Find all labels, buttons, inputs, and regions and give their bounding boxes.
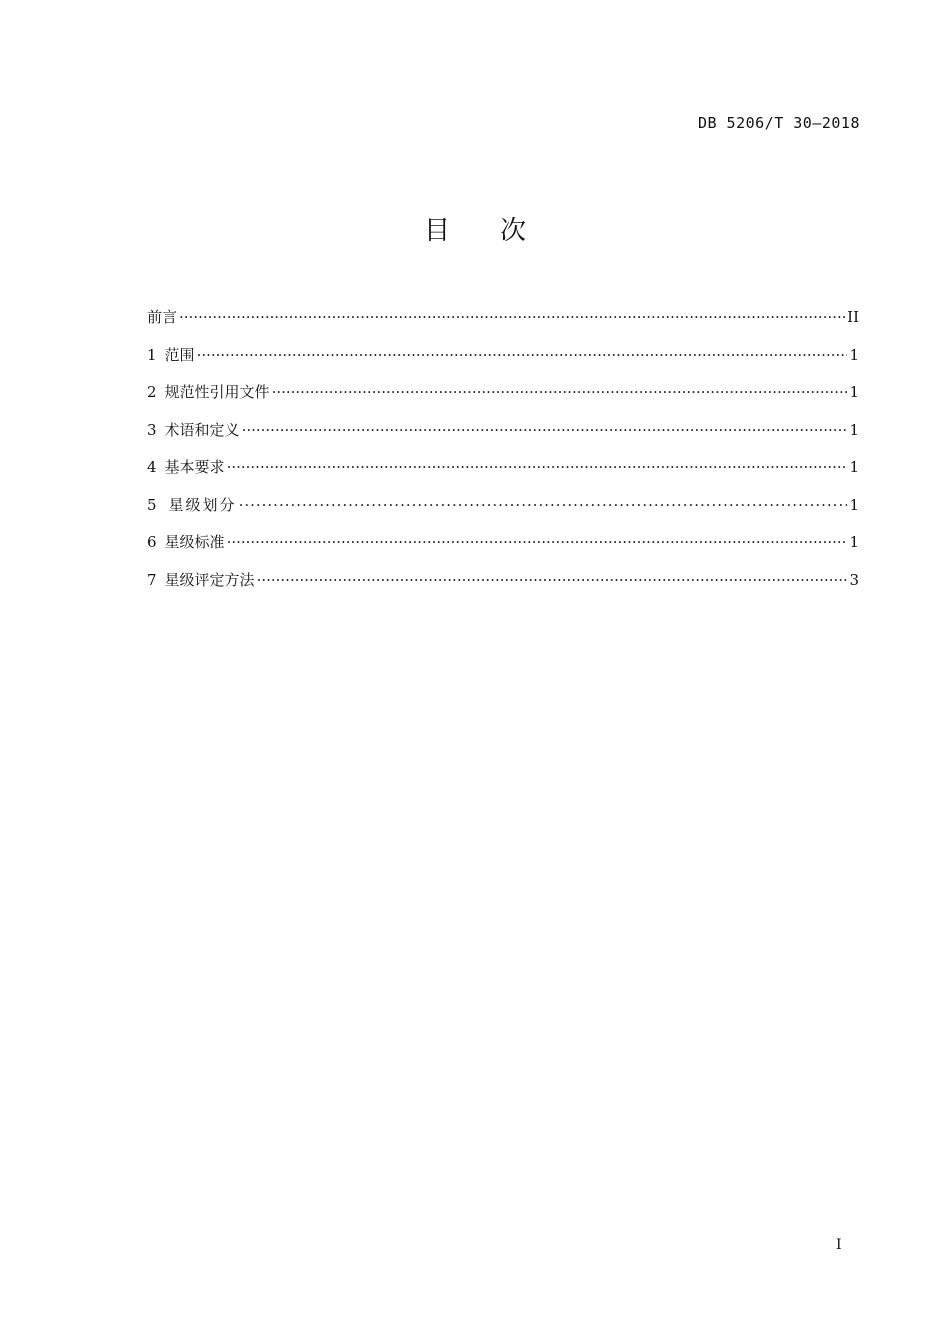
- toc-entry-3[interactable]: [147, 419, 859, 457]
- toc-entry-label: 规范性引用文件: [164, 383, 270, 401]
- toc-leader-dots: [197, 344, 848, 366]
- toc-entry-page: 1: [849, 420, 859, 439]
- table-of-contents: [147, 306, 859, 606]
- toc-entry-page: 1: [849, 495, 859, 514]
- toc-entry-number: 6: [147, 533, 157, 551]
- toc-entry-2[interactable]: [147, 381, 859, 419]
- toc-entry-page: 3: [849, 570, 859, 589]
- toc-entry-page: II: [847, 308, 859, 326]
- toc-entry-label: 前言: [147, 308, 178, 326]
- toc-entry-page: 1: [849, 345, 859, 364]
- toc-entry-number: 2: [147, 383, 157, 401]
- toc-entry-number: 5: [147, 495, 157, 514]
- toc-entry-number: 7: [147, 570, 157, 589]
- title-char-2: 次: [500, 216, 527, 246]
- toc-entry-page: 1: [849, 458, 859, 476]
- toc-entry-7[interactable]: [147, 569, 859, 607]
- toc-leader-dots: [272, 381, 848, 403]
- toc-entry-number: 3: [147, 420, 157, 439]
- page-title: [0, 210, 950, 247]
- toc-leader-dots: [179, 306, 845, 328]
- document-code: DB 5206/T 30—2018: [697, 114, 860, 132]
- toc-entry-page: 1: [849, 533, 859, 551]
- toc-entry-1[interactable]: [147, 344, 859, 382]
- toc-entry-6[interactable]: [147, 531, 859, 569]
- toc-entry-label: 星级评定方法: [164, 570, 255, 589]
- toc-leader-dots: [242, 419, 848, 441]
- toc-entry-label: 星级划分: [168, 495, 237, 514]
- toc-entry-label: 基本要求: [164, 458, 225, 476]
- toc-entry-page: 1: [849, 383, 859, 401]
- toc-leader-dots: [239, 494, 848, 516]
- title-char-1: 目: [423, 216, 450, 246]
- toc-leader-dots: [257, 569, 848, 591]
- toc-entry-label: 星级标准: [164, 533, 225, 551]
- toc-entry-label: 术语和定义: [164, 420, 240, 439]
- toc-entry-4[interactable]: [147, 456, 859, 494]
- toc-entry-label: 范围: [164, 345, 195, 364]
- toc-leader-dots: [227, 531, 848, 553]
- toc-entry-number: 4: [147, 458, 157, 476]
- page-number: I: [836, 1237, 842, 1253]
- toc-entry-foreword[interactable]: [147, 306, 859, 344]
- toc-entry-number: 1: [147, 345, 157, 364]
- toc-leader-dots: [227, 456, 848, 478]
- toc-entry-5[interactable]: [147, 494, 859, 532]
